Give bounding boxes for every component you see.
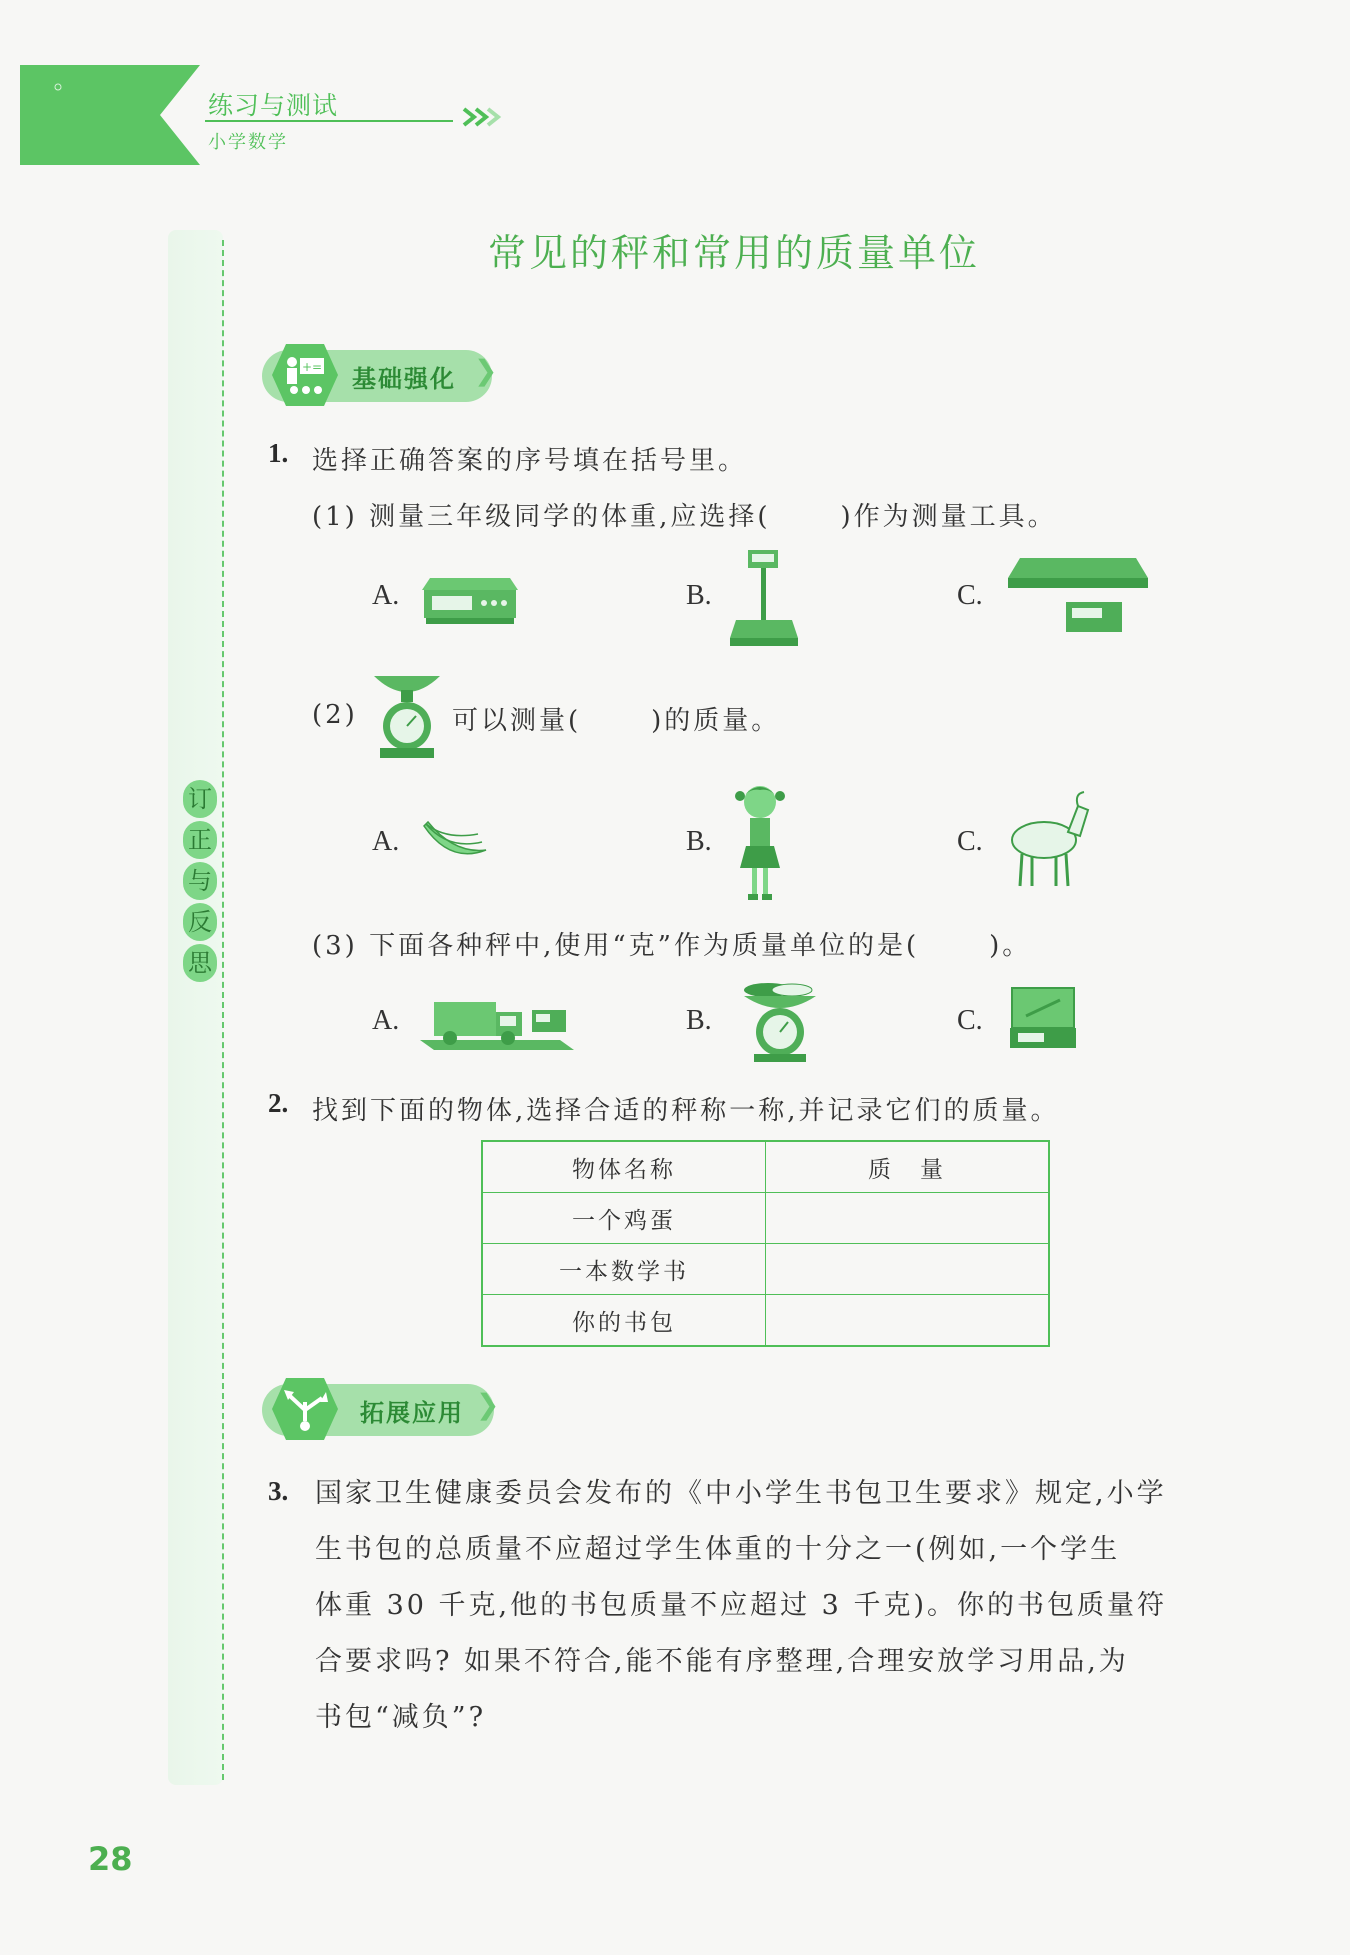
subquestion-1	[312, 496, 1057, 533]
bananas-icon	[420, 820, 490, 866]
mass-answer-cell[interactable]	[766, 1244, 1050, 1295]
option-letter[interactable]: C.	[957, 826, 983, 857]
option-letter[interactable]: B.	[686, 580, 712, 611]
question-stem: 选择正确答案的序号填在括号里。	[312, 446, 748, 476]
paragraph-line: 合要求吗? 如果不符合,能不能有序整理,合理安放学习用品,为	[315, 1646, 1129, 1677]
sidebar-char: 正	[183, 821, 217, 859]
object-name-cell: 一本数学书	[482, 1244, 766, 1295]
teacher-board-icon	[270, 342, 340, 408]
subquestion-2	[452, 700, 780, 737]
platform-scale-icon	[730, 550, 800, 648]
question-number: 3.	[268, 1476, 289, 1506]
section-badge-extend	[262, 1376, 502, 1442]
lesson-title: 常见的秤和常用的质量单位	[488, 231, 981, 275]
table-row	[482, 1193, 1049, 1244]
double-chevron-icon	[462, 106, 508, 128]
subquestion-text: )的质量。	[651, 706, 781, 736]
sidebar-char: 思	[183, 944, 217, 982]
question-stem: 找到下面的物体,选择合适的秤称一称,并记录它们的质量。	[312, 1096, 1060, 1126]
option-letter[interactable]: B.	[686, 1005, 712, 1036]
table-row	[482, 1295, 1049, 1347]
electronic-kitchen-scale-icon	[420, 570, 520, 630]
paragraph-line: 生书包的总质量不应超过学生体重的十分之一(例如,一个学生	[315, 1534, 1121, 1565]
question-3-text	[315, 1466, 1215, 1746]
record-table	[481, 1140, 1050, 1347]
object-name-cell: 你的书包	[482, 1295, 766, 1347]
girl-icon	[730, 780, 790, 904]
subquestion-text: (1) 测量三年级同学的体重,应选择(	[312, 502, 771, 532]
mass-answer-cell[interactable]	[766, 1295, 1050, 1347]
header-ribbon	[20, 65, 200, 165]
question-number: 1.	[268, 438, 289, 468]
section-badge-basic	[262, 342, 502, 408]
subquestion-text: )。	[989, 931, 1032, 961]
truck-scale-icon	[420, 984, 575, 1052]
section-label: 拓展应用	[360, 1399, 464, 1427]
table-header-row	[482, 1141, 1049, 1193]
table-header: 物体名称	[482, 1141, 766, 1193]
sidebar-label	[183, 780, 217, 985]
chevron-right-icon: ❯	[476, 1388, 500, 1421]
object-name-cell: 一个鸡蛋	[482, 1193, 766, 1244]
option-letter[interactable]: A.	[372, 1005, 400, 1036]
header-rule	[205, 120, 453, 122]
series-title: 练习与测试	[208, 91, 339, 120]
sidebar-char: 反	[183, 903, 217, 941]
vegetable-dial-scale-icon	[730, 980, 830, 1064]
section-label: 基础强化	[352, 365, 456, 393]
subquestion-text: (3) 下面各种秤中,使用“克”作为质量单位的是(	[312, 931, 920, 961]
paragraph-line: 体重 30 千克,他的书包质量不应超过 3 千克)。你的书包质量符	[315, 1590, 1167, 1621]
small-electronic-scale-icon	[1008, 986, 1078, 1052]
subquestion-2-prefix: (2)	[312, 700, 358, 730]
subquestion-3	[312, 925, 1031, 962]
option-letter[interactable]: C.	[957, 580, 983, 611]
paragraph-line: 国家卫生健康委员会发布的《中小学生书包卫生要求》规定,小学	[315, 1478, 1167, 1509]
sidebar-divider	[222, 240, 224, 1780]
option-letter[interactable]: A.	[372, 580, 400, 611]
option-letter[interactable]: B.	[686, 826, 712, 857]
option-letter[interactable]: A.	[372, 826, 400, 857]
sidebar-char: 订	[183, 780, 217, 818]
table-row	[482, 1244, 1049, 1295]
subquestion-text: )作为测量工具。	[840, 502, 1057, 532]
chevron-right-icon: ❯	[474, 354, 498, 387]
table-header: 质 量	[766, 1141, 1050, 1193]
paragraph-line: 书包“减负”?	[315, 1702, 487, 1733]
branching-arrows-icon	[270, 1376, 340, 1442]
goat-icon	[1004, 790, 1094, 890]
page-number: 28	[88, 1840, 133, 1878]
sidebar-char: 与	[183, 862, 217, 900]
question-number: 2.	[268, 1088, 289, 1118]
dial-kitchen-scale-icon	[370, 668, 444, 760]
option-letter[interactable]: C.	[957, 1005, 983, 1036]
correction-sidebar	[168, 230, 223, 1785]
flat-platform-scale-icon	[1006, 556, 1150, 636]
subquestion-text: 可以测量(	[452, 706, 582, 736]
svg-text:+=: +=	[301, 360, 323, 374]
mass-answer-cell[interactable]	[766, 1193, 1050, 1244]
subject-label: 小学数学	[208, 132, 288, 153]
